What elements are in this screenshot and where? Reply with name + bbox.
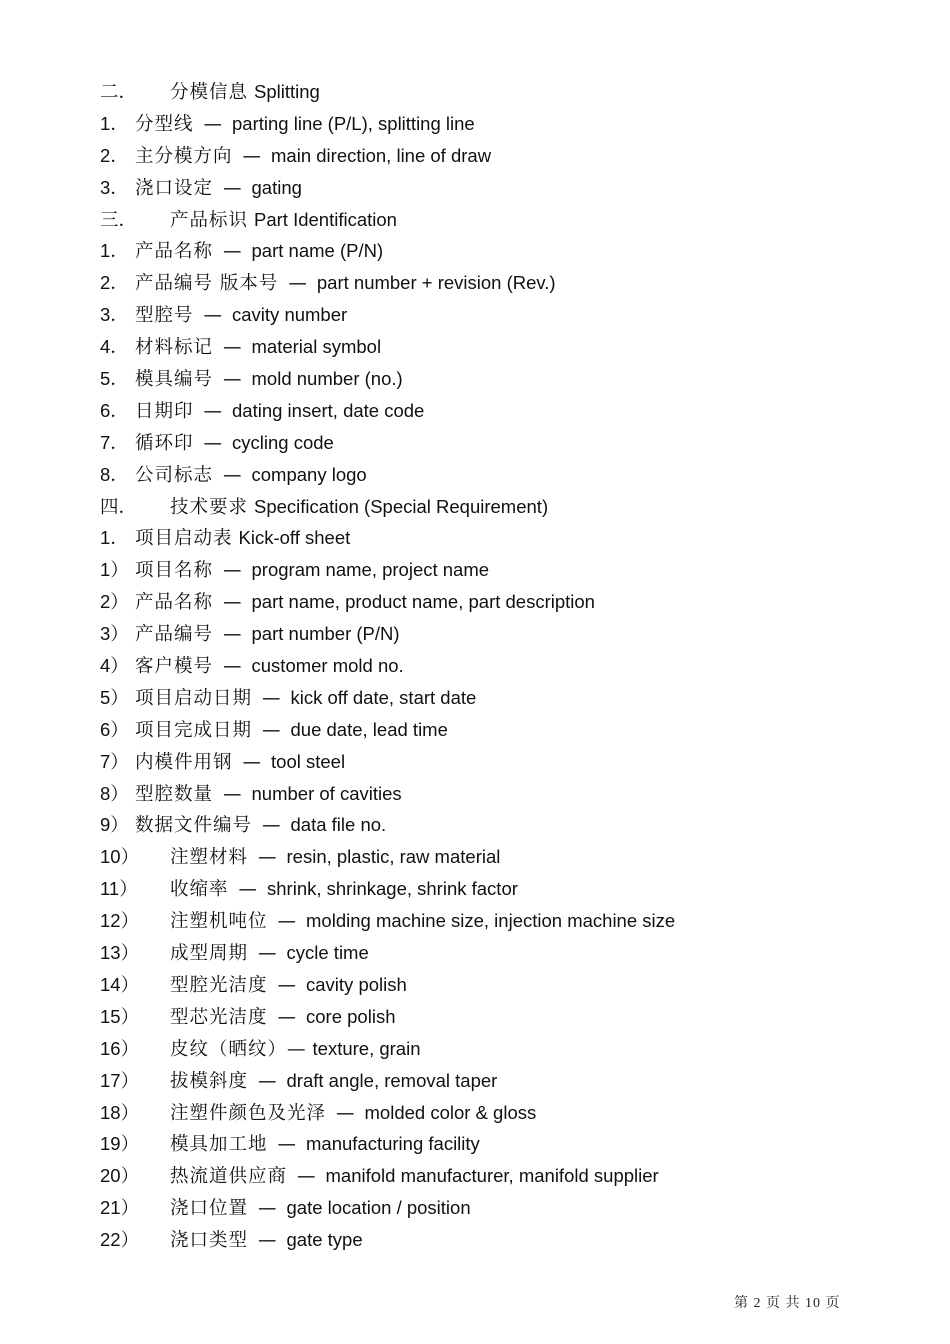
english-term: number of cavities <box>251 782 402 804</box>
chinese-term: 产品名称 <box>135 241 214 263</box>
english-term: kick off date, start date <box>290 686 477 708</box>
page-footer: 第 2 页 共 10 页 <box>734 1296 841 1311</box>
term-separator: — <box>297 1166 316 1188</box>
chinese-term: 产品标识 <box>170 209 249 231</box>
english-term: gating <box>251 176 302 198</box>
chinese-term: 注塑材料 <box>170 847 249 869</box>
term-separator: — <box>258 1070 277 1092</box>
term-separator: — <box>242 145 262 167</box>
term-separator: — <box>223 624 242 646</box>
term-separator: — <box>223 656 242 678</box>
term-separator: — <box>258 1230 277 1252</box>
term-separator: — <box>277 911 297 933</box>
chinese-term: 项目名称 <box>135 560 214 582</box>
english-term: data file no. <box>290 814 387 836</box>
item-number: 8） <box>100 782 129 804</box>
glossary-line <box>100 841 880 873</box>
item-number: 7） <box>100 750 129 772</box>
english-term: Kick-off sheet <box>238 527 351 549</box>
item-number: 3． <box>100 176 129 198</box>
item-number: 2． <box>100 144 129 166</box>
glossary-line <box>100 618 880 650</box>
glossary-line <box>100 267 880 299</box>
chinese-term: 产品编号 <box>135 624 214 646</box>
item-number: 6） <box>100 718 129 740</box>
term-separator: — <box>223 592 242 614</box>
item-number: 1） <box>100 559 129 581</box>
glossary-line <box>100 1065 880 1097</box>
item-number: 14） <box>100 973 140 995</box>
item-number: 6． <box>100 399 129 421</box>
term-separator: — <box>223 560 242 582</box>
term-separator: — <box>262 815 281 837</box>
chinese-term: 材料标记 <box>135 337 214 359</box>
item-number: 11） <box>100 878 138 900</box>
english-term: main direction, line of draw <box>271 144 492 166</box>
term-separator: — <box>277 1006 297 1028</box>
term-separator: — <box>223 783 242 805</box>
chinese-term: 项目启动表 <box>135 528 233 550</box>
glossary-line <box>100 395 880 427</box>
item-number: 15） <box>100 1005 140 1027</box>
glossary-line <box>100 969 880 1001</box>
chinese-term: 日期印 <box>135 400 194 422</box>
glossary-line <box>100 778 880 810</box>
item-number: 3． <box>100 304 129 326</box>
item-number: 4） <box>100 655 129 677</box>
chinese-term: 分型线 <box>135 113 194 135</box>
glossary-line <box>100 1224 880 1256</box>
item-number: 1． <box>100 527 129 549</box>
english-term: Part Identification <box>254 208 397 230</box>
chinese-term: 注塑件颜色及光泽 <box>170 1102 327 1124</box>
term-separator: — <box>223 177 242 199</box>
item-number: 9） <box>100 814 129 836</box>
chinese-term: 产品编号 版本号 <box>135 273 279 295</box>
chinese-term: 公司标志 <box>135 464 214 486</box>
item-number: 2． <box>100 272 129 294</box>
english-term: tool steel <box>271 750 346 772</box>
english-term: gate type <box>286 1229 363 1251</box>
term-separator: — <box>258 1198 277 1220</box>
english-term: part number + revision (Rev.) <box>316 272 556 294</box>
glossary-line <box>100 682 880 714</box>
glossary-line <box>100 746 880 778</box>
term-separator: — <box>242 751 262 773</box>
chinese-term: 注塑机吨位 <box>170 911 268 933</box>
item-number: 三． <box>100 208 138 230</box>
glossary-line <box>100 140 880 172</box>
english-term: Specification (Special Requirement) <box>254 495 549 517</box>
item-number: 18） <box>100 1101 140 1123</box>
item-number: 4． <box>100 336 129 358</box>
term-separator: — <box>223 369 242 391</box>
glossary-line <box>100 522 880 554</box>
chinese-term: 型芯光洁度 <box>170 1006 268 1028</box>
glossary-line <box>100 459 880 491</box>
english-term: material symbol <box>251 336 382 358</box>
chinese-term: 成型周期 <box>170 943 249 965</box>
item-number: 19） <box>100 1133 140 1155</box>
chinese-term: 产品名称 <box>135 592 214 614</box>
term-separator: — <box>223 337 242 359</box>
term-separator: — <box>223 464 242 486</box>
item-number: 22） <box>100 1229 140 1251</box>
item-number: 10） <box>100 846 140 868</box>
glossary-line <box>100 873 880 905</box>
glossary-line <box>100 1097 880 1129</box>
item-number: 12） <box>100 910 140 932</box>
term-separator: — <box>203 113 223 135</box>
english-term: due date, lead time <box>290 718 448 740</box>
glossary-line <box>100 427 880 459</box>
glossary-line <box>100 108 880 140</box>
glossary-line <box>100 491 880 523</box>
chinese-term: 数据文件编号 <box>135 815 253 837</box>
chinese-term: 模具编号 <box>135 369 214 391</box>
item-number: 3） <box>100 623 129 645</box>
chinese-term: 收缩率 <box>170 879 229 901</box>
term-separator: — <box>336 1102 355 1124</box>
term-separator: — <box>203 432 223 454</box>
glossary-line <box>100 809 880 841</box>
item-number: 1． <box>100 112 129 134</box>
item-number: 20） <box>100 1165 140 1187</box>
chinese-term: 热流道供应商 <box>170 1166 288 1188</box>
english-term: molding machine size, injection machine size <box>306 910 676 932</box>
glossary-line <box>100 204 880 236</box>
english-term: cycle time <box>286 942 369 964</box>
english-term: cavity polish <box>306 973 407 995</box>
glossary-line <box>100 172 880 204</box>
glossary-line <box>100 299 880 331</box>
glossary-line <box>100 1128 880 1160</box>
glossary-line <box>100 235 880 267</box>
chinese-term: 模具加工地 <box>170 1134 268 1156</box>
chinese-term: 技术要求 <box>170 496 249 518</box>
chinese-term: 项目启动日期 <box>135 687 253 709</box>
glossary-line <box>100 554 880 586</box>
term-separator: — <box>258 943 277 965</box>
english-term: part name (P/N) <box>251 240 384 262</box>
term-separator: — <box>277 1134 297 1156</box>
term-separator: — <box>258 847 277 869</box>
glossary-line <box>100 76 880 108</box>
glossary-line <box>100 1033 880 1065</box>
term-separator: — <box>262 687 281 709</box>
english-term: molded color & gloss <box>364 1101 537 1123</box>
english-term: parting line (P/L), splitting line <box>232 112 475 134</box>
chinese-term: 主分模方向 <box>135 145 233 167</box>
english-term: company logo <box>251 463 367 485</box>
item-number: 2） <box>100 591 129 613</box>
term-separator: — <box>262 719 281 741</box>
chinese-term: 项目完成日期 <box>135 719 253 741</box>
english-term: shrink, shrinkage, shrink factor <box>267 878 518 900</box>
item-number: 1． <box>100 240 129 262</box>
glossary-line <box>100 586 880 618</box>
item-number: 5） <box>100 686 129 708</box>
chinese-term: 循环印 <box>135 432 194 454</box>
chinese-term: 分模信息 <box>170 82 249 103</box>
english-term: Splitting <box>254 81 320 102</box>
english-term: cavity number <box>232 304 348 326</box>
term-separator: — <box>238 879 258 901</box>
item-number: 5． <box>100 368 129 390</box>
item-number: 17） <box>100 1069 140 1091</box>
glossary-list <box>100 76 880 1256</box>
chinese-term: 型腔数量 <box>135 783 214 805</box>
chinese-term: 浇口位置 <box>170 1198 249 1220</box>
item-number: 7． <box>100 431 129 453</box>
item-number: 四． <box>100 495 138 517</box>
term-separator: — <box>223 241 242 263</box>
english-term: mold number (no.) <box>251 368 403 390</box>
item-number: 二． <box>100 81 138 102</box>
glossary-line <box>100 331 880 363</box>
english-term: customer mold no. <box>251 655 404 677</box>
english-term: part number (P/N) <box>251 623 400 645</box>
glossary-line <box>100 363 880 395</box>
english-term: cycling code <box>232 431 334 453</box>
english-term: dating insert, date code <box>232 399 425 421</box>
chinese-term: 拔模斜度 <box>170 1070 249 1092</box>
chinese-term: 客户模号 <box>135 656 214 678</box>
chinese-term: 型腔光洁度 <box>170 974 268 996</box>
glossary-line <box>100 714 880 746</box>
glossary-line <box>100 1192 880 1224</box>
item-number: 13） <box>100 942 140 964</box>
english-term: draft angle, removal taper <box>286 1069 498 1091</box>
term-separator: — <box>277 974 297 996</box>
chinese-term: 皮纹（晒纹）— <box>170 1038 307 1060</box>
term-separator: — <box>203 400 223 422</box>
english-term: manifold manufacturer, manifold supplier <box>325 1165 659 1187</box>
glossary-line <box>100 650 880 682</box>
english-term: program name, project name <box>251 559 490 581</box>
english-term: resin, plastic, raw material <box>286 846 501 868</box>
english-term: core polish <box>306 1005 396 1027</box>
english-term: manufacturing facility <box>306 1133 480 1155</box>
term-separator: — <box>288 273 307 295</box>
chinese-term: 浇口设定 <box>135 177 214 199</box>
glossary-line <box>100 905 880 937</box>
item-number: 8． <box>100 463 129 485</box>
term-separator: — <box>203 305 223 327</box>
chinese-term: 内模件用钢 <box>135 751 233 773</box>
english-term: gate location / position <box>286 1197 471 1219</box>
glossary-line <box>100 1001 880 1033</box>
glossary-line <box>100 1160 880 1192</box>
english-term: part name, product name, part description <box>251 591 595 613</box>
glossary-line <box>100 937 880 969</box>
chinese-term: 浇口类型 <box>170 1230 249 1252</box>
english-term: texture, grain <box>312 1037 421 1059</box>
chinese-term: 型腔号 <box>135 305 194 327</box>
item-number: 16） <box>100 1037 140 1059</box>
item-number: 21） <box>100 1197 140 1219</box>
